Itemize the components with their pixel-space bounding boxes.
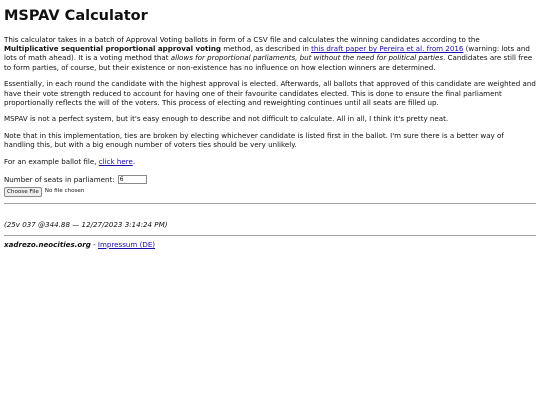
site-name: xadrezo.neocities.org (4, 239, 91, 249)
intro-text-2: method, as described in (220, 44, 312, 54)
paper-link[interactable]: this draft paper by Pereira et al. from 2016 (311, 44, 464, 54)
seats-row (4, 175, 536, 184)
example-paragraph (4, 157, 536, 166)
tie-note-paragraph: Note that in this implementation, ties are broken by electing whichever candidate is listed first in the ballot. I'm sure there is a better way of handling this, but with a big enough number of voters ties should be very unlikely. (4, 131, 504, 150)
seats-label: Number of seats in parliament: (4, 175, 115, 185)
divider-bottom (4, 235, 536, 236)
choose-file-button[interactable]: Choose File (4, 187, 42, 197)
example-ballot-link[interactable]: click here (98, 157, 133, 167)
intro-italic: allows for proportional parliaments, but without the need for political parties (170, 53, 444, 63)
explanation-paragraph: Essentially, in each round the candidate with the highest approval is elected. Afterwards, all ballots that approved of this candidate are weighted and have their vote strength reduced to account for having one of their favourite candidates elected. This is done to ensure the final parliament proportionally reflects the will of the voters. This process of electing and reweighting continues until all seats are filled up. (4, 79, 536, 107)
divider-top (4, 203, 536, 204)
impressum-link[interactable]: Impressum (DE) (97, 239, 156, 249)
intro-paragraph (4, 35, 536, 72)
example-prefix: For an example ballot file, (4, 157, 99, 167)
intro-text-1: This calculator takes in a batch of Approval Voting ballots in form of a CSV file and calculates the winning candidates according to the (4, 34, 480, 44)
page-title: MSPAV Calculator (4, 8, 148, 24)
footer-separator: - (90, 239, 98, 249)
intro-text-3: (warning: lots and lots of math ahead). It is a voting method that (4, 44, 530, 63)
footer (4, 240, 536, 249)
intro-text-4: . Candidates are still free to form parties, of course, but their existence or non-existence has no influence on how election winners are determined. (4, 53, 533, 72)
seats-input[interactable] (118, 175, 147, 184)
file-status: No file chosen (44, 187, 85, 194)
example-suffix: . (132, 157, 136, 167)
method-name: Multiplicative sequential proportional approval voting (4, 44, 221, 54)
stats-line: (25v 037 @344.88 — 12/27/2023 3:14:24 PM) (4, 219, 168, 229)
opinion-paragraph: MSPAV is not a perfect system, but it's easy enough to describe and not difficult to calculate. All in all, I think it's pretty neat. (4, 114, 449, 124)
file-row (4, 187, 536, 197)
